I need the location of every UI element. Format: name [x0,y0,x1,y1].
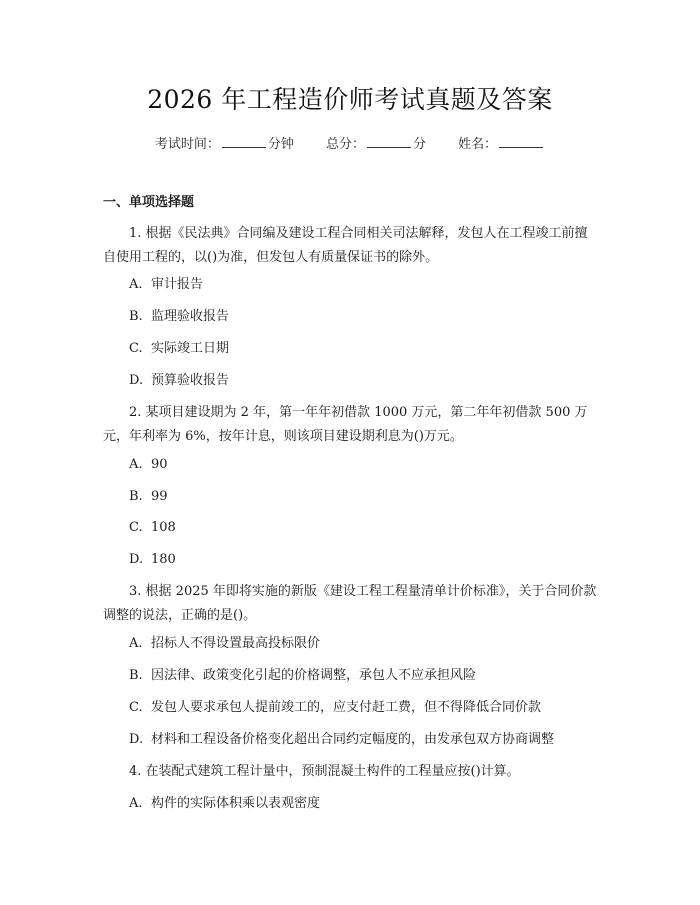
option-letter: C. [129,341,143,356]
time-unit: 分钟 [267,137,294,152]
option-item[interactable] [129,516,599,540]
option-item[interactable] [129,696,599,720]
option-text: 构件的实际体积乘以表观密度 [151,796,321,811]
option-text: 因法律、政策变化引起的价格调整，承包人不应承担风险 [151,668,477,683]
option-letter: B. [129,489,143,504]
option-text: 发包人要求承包人提前竣工的，应支付赶工费，但不得降低合同价款 [151,700,542,715]
option-letter: A. [129,636,143,651]
option-text: 材料和工程设备价格变化超出合同约定幅度的，由发承包双方协商调整 [151,732,555,747]
name-blank[interactable] [499,135,543,148]
section-heading: 一、单项选择题 [103,195,195,210]
option-letter: D. [129,732,144,747]
score-blank[interactable] [367,135,411,148]
option-item[interactable] [129,305,599,329]
time-label: 考试时间： [154,137,220,152]
question-text: 1. 根据《民法典》合同编及建设工程合同相关司法解释，发包人在工程竣工前擅自使用工程的，以()为准，但发包人有质量保证书的除外。 [103,226,588,265]
time-blank[interactable] [222,135,266,148]
exam-time [155,133,294,152]
score-unit: 分 [413,137,427,152]
exam-meta [0,133,700,152]
question-text: 2. 某项目建设期为 2 年，第一年年初借款 1000 万元，第二年年初借款 500 万元，年利率为 6%，按年计息，则该项目建设期利息为()万元。 [103,405,588,444]
exam-name [458,133,545,152]
option-item[interactable] [129,369,599,393]
option-item[interactable] [129,453,599,477]
option-item[interactable] [129,273,599,297]
option-letter: D. [129,373,144,388]
option-text: 108 [151,520,176,535]
option-letter: A. [129,457,143,472]
option-item[interactable] [129,548,599,572]
option-text: 实际竣工日期 [151,341,230,356]
option-item[interactable] [129,337,599,361]
option-letter: C. [129,700,143,715]
option-item[interactable] [129,632,599,656]
score-label: 总分： [325,137,365,152]
option-text: 审计报告 [151,277,204,292]
option-item[interactable] [129,792,599,816]
option-letter: A. [129,277,143,292]
question-text: 4. 在装配式建筑工程计量中，预制混凝土构件的工程量应按()计算。 [129,764,520,779]
option-letter: C. [129,520,143,535]
option-item[interactable] [129,485,599,509]
option-letter: A. [129,796,143,811]
option-text: 90 [151,457,168,472]
option-text: 99 [151,489,168,504]
question-text: 3. 根据 2025 年即将实施的新版《建设工程工程量清单计价标准》，关于合同价款调整的说法，正确的是()。 [103,584,597,623]
option-text: 预算验收报告 [151,373,230,388]
exam-score [326,133,426,152]
option-letter: D. [129,552,144,567]
option-item[interactable] [129,728,599,752]
name-label: 姓名： [458,137,498,152]
option-letter: B. [129,309,143,324]
option-text: 监理验收报告 [151,309,230,324]
option-letter: B. [129,668,143,683]
option-text: 招标人不得设置最高投标限价 [151,636,321,651]
option-text: 180 [151,552,176,567]
option-item[interactable] [129,664,599,688]
page-title: 2026 年工程造价师考试真题及答案 [147,85,553,114]
